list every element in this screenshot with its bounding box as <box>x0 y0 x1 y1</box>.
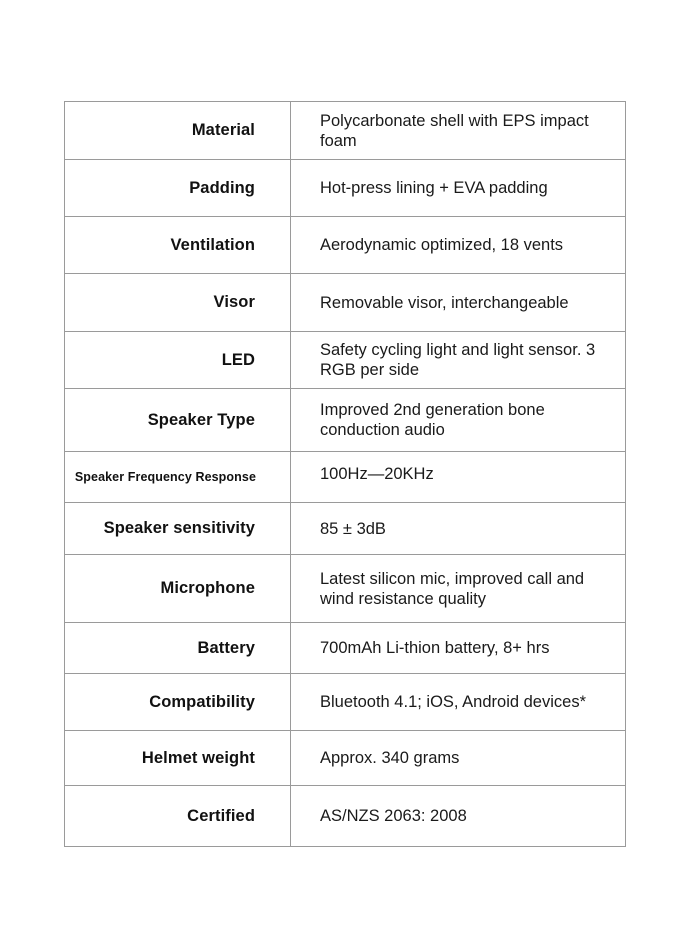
spec-label: Speaker Type <box>65 389 291 452</box>
spec-value: 700mAh Li-thion battery, 8+ hrs <box>291 623 626 674</box>
spec-row-material <box>65 102 626 160</box>
spec-label: Certified <box>65 786 291 847</box>
spec-value: 100Hz—20KHz <box>291 452 626 503</box>
spec-row-helmet-weight <box>65 731 626 786</box>
spec-row-certified <box>65 786 626 847</box>
spec-label: Battery <box>65 623 291 674</box>
spec-row-speaker-type <box>65 389 626 452</box>
spec-row-led <box>65 332 626 389</box>
spec-value: Hot-press lining + EVA padding <box>291 160 626 217</box>
spec-row-visor <box>65 274 626 332</box>
spec-row-ventilation <box>65 217 626 274</box>
spec-value: AS/NZS 2063: 2008 <box>291 786 626 847</box>
spec-value: Bluetooth 4.1; iOS, Android devices* <box>291 674 626 731</box>
spec-label: Visor <box>65 274 291 332</box>
spec-label: Microphone <box>65 555 291 623</box>
spec-value: Latest silicon mic, improved call and wind resistance quality <box>291 555 626 623</box>
spec-label: Speaker Frequency Response <box>65 452 291 503</box>
spec-label: Material <box>65 102 291 160</box>
spec-label: Helmet weight <box>65 731 291 786</box>
spec-row-speaker-frequency-response <box>65 452 626 503</box>
spec-label: Speaker sensitivity <box>65 503 291 555</box>
spec-label: Padding <box>65 160 291 217</box>
spec-label: Ventilation <box>65 217 291 274</box>
spec-value: Removable visor, interchangeable <box>291 274 626 332</box>
spec-row-microphone <box>65 555 626 623</box>
spec-row-padding <box>65 160 626 217</box>
spec-row-compatibility <box>65 674 626 731</box>
spec-table <box>64 101 626 847</box>
spec-row-speaker-sensitivity <box>65 503 626 555</box>
spec-label: LED <box>65 332 291 389</box>
spec-value: 85 ± 3dB <box>291 503 626 555</box>
spec-value: Improved 2nd generation bone conduction audio <box>291 389 626 452</box>
spec-value: Safety cycling light and light sensor. 3 RGB per side <box>291 332 626 389</box>
spec-value: Aerodynamic optimized, 18 vents <box>291 217 626 274</box>
spec-label: Compatibility <box>65 674 291 731</box>
spec-value: Approx. 340 grams <box>291 731 626 786</box>
spec-row-battery <box>65 623 626 674</box>
spec-value: Polycarbonate shell with EPS impact foam <box>291 102 626 160</box>
